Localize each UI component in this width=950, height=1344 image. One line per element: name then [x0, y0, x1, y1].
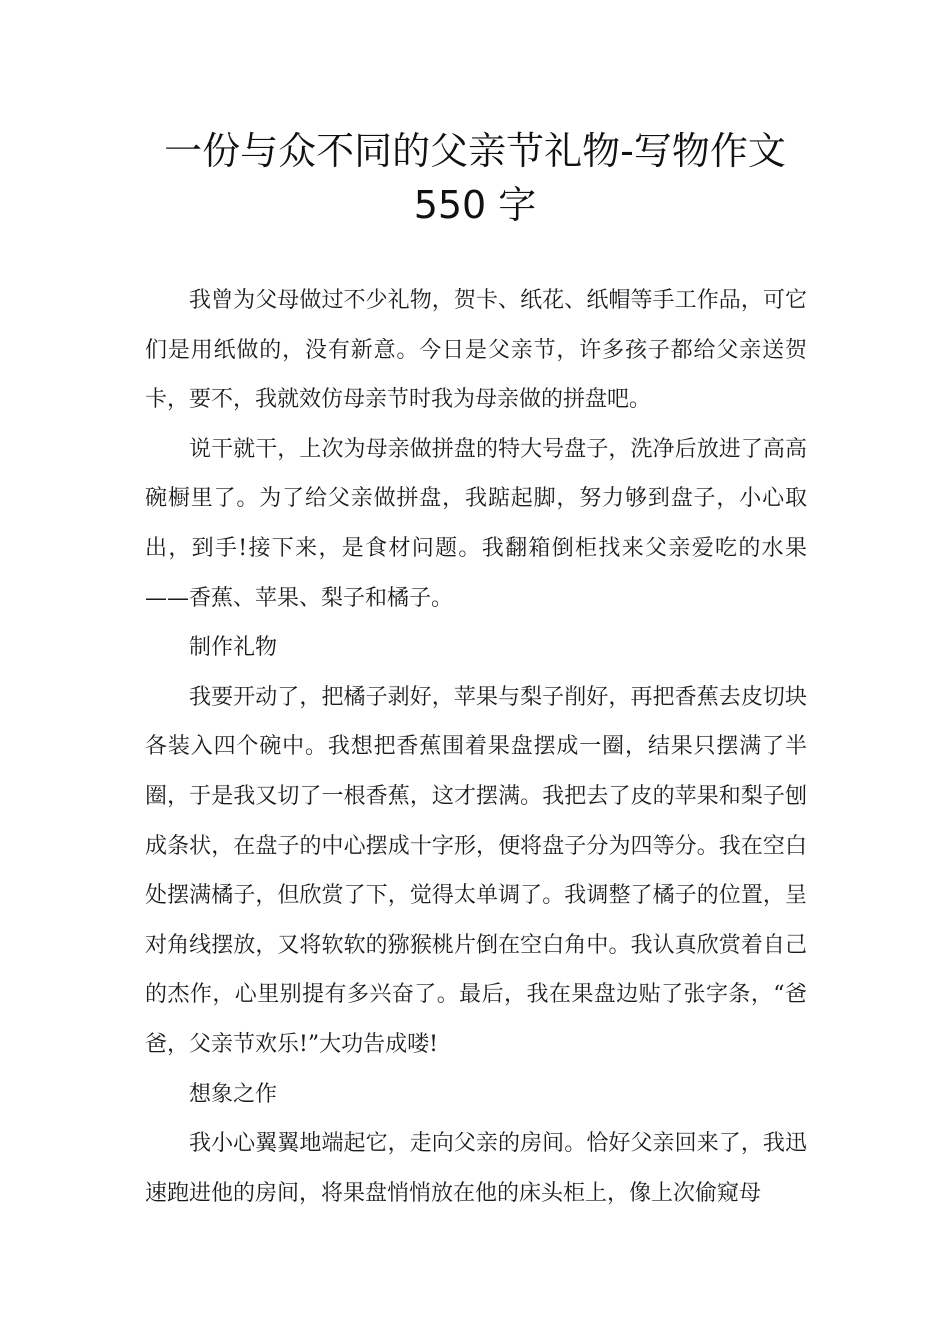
document-title	[120, 124, 830, 232]
paragraph-4: 我小心翼翼地端起它，走向父亲的房间。恰好父亲回来了，我迅速跑进他的房间，将果盘悄悄放在他的床头柜上，像上次偷窥母	[145, 1131, 807, 1206]
title-line-1: 一份与众不同的父亲节礼物-写物作文	[164, 129, 786, 173]
document-body	[145, 276, 807, 1218]
paragraph-1: 我曾为父母做过不少礼物，贺卡、纸花、纸帽等手工作品，可它们是用纸做的，没有新意。今日是父亲节，许多孩子都给父亲送贺卡，要不，我就效仿母亲节时我为母亲做的拼盘吧。	[145, 288, 807, 413]
section-heading-imagination: 想象之作	[189, 1081, 278, 1107]
title-line-2: 550 字	[413, 183, 537, 227]
paragraph-2: 说干就干，上次为母亲做拼盘的特大号盘子，洗净后放进了高高碗橱里了。为了给父亲做拼盘，我踮起脚，努力够到盘子，小心取出，到手!接下来，是食材问题。我翻箱倒柜找来父亲爱吃的水果——香蕉、苹果、梨子和橘子。	[145, 436, 807, 611]
paragraph-3: 我要开动了，把橘子剥好，苹果与梨子削好，再把香蕉去皮切块各装入四个碗中。我想把香蕉围着果盘摆成一圈，结果只摆满了半圈，于是我又切了一根香蕉，这才摆满。我把去了皮的苹果和梨子刨成条状，在盘子的中心摆成十字形，便将盘子分为四等分。我在空白处摆满橘子，但欣赏了下，觉得太单调了。我调整了橘子的位置，呈对角线摆放，又将软软的猕猴桃片倒在空白角中。我认真欣赏着自己的杰作，心里别提有多兴奋了。最后，我在果盘边贴了张字条，“爸爸，父亲节欢乐!”大功告成喽!	[145, 684, 807, 1057]
section-heading-making-gift: 制作礼物	[189, 635, 278, 661]
